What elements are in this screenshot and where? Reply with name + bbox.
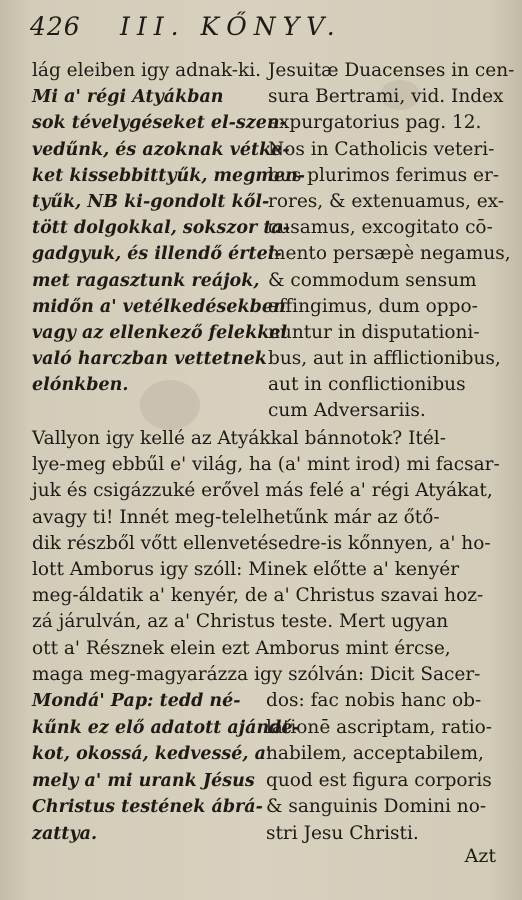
text-line: aut in conflictionibus [268,374,466,396]
text-line: Christus testének ábrá- [32,797,263,818]
page-number: 426 [30,12,81,41]
full-width-paragraph [32,426,500,688]
text-line: cum Adversariis. [268,400,426,422]
text-line: nuntur in disputationi- [268,321,480,343]
text-line: tyűk, NB ki-gondolt kől- [32,191,270,212]
text-line: lye-meg ebbűl e' világ, ha (a' mint irod) mi facsar- [32,454,500,476]
text-line: vagy az ellenkező felekkel [32,322,288,343]
catchword: Azt [464,845,496,867]
text-line: cusamus, excogitato cō- [268,217,493,239]
text-line: dos: fac nobis hanc ob- [266,690,482,711]
text-line: mely a' mi urank Jésus [32,770,255,791]
left-column-hungarian [32,58,306,398]
text-line: lág eleiben igy adnak-ki. [32,60,262,81]
text-line: bus plurimos ferimus er- [268,164,500,186]
text-line: met ragasztunk reájok, [32,270,260,291]
text-line: dik részből vőtt ellenvetésedre-is kőnnyen, a' ho- [32,532,491,554]
text-line: quod est figura corporis [266,769,492,791]
text-line: maga meg-magyarázza igy szólván: Dicit Sacer- [32,663,481,685]
bottom-left-column-hungarian [32,688,300,848]
text-line: Mondá' Pap: tedd né- [32,691,241,711]
text-line: zá járulván, az a' Christus teste. Mert ugyan [32,611,449,633]
text-line: rores, & extenuamus, ex- [268,190,505,212]
text-line: vedűnk, és azoknak vétke- [32,139,290,160]
text-line: zattya. [32,823,98,844]
text-line: & commodum sensum [268,269,477,291]
bottom-right-column-latin [266,688,498,848]
text-line: lott Amborus igy szóll: Minek előtte a' kenyér [32,558,460,580]
text-line: ott a' Résznek elein ezt Amborus mint ércse, [32,637,451,659]
text-line: & sanguinis Domini no- [266,796,487,818]
text-line: lationē ascriptam, ratio- [266,716,493,738]
text-line: juk és csigázzuké erővel más felé a' régi Atyákat, [32,480,493,502]
text-line: gadgyuk, és illendő értel- [32,244,282,265]
right-column-latin [268,58,515,425]
text-line: kűnk ez elő adatott ajándé- [32,717,300,738]
text-line: expurgatorius pag. 12. [268,112,482,134]
text-line: nabilem, acceptabilem, [266,743,484,765]
text-line: affingimus, dum oppo- [268,295,478,317]
text-line: mento persæpè negamus, [268,243,511,265]
text-line: ket kissebbittyűk, megmen- [32,165,306,186]
text-line: Nos in Catholicis veteri- [268,138,495,160]
text-line: meg-áldatik a' kenyér, de a' Christus szavai hoz- [32,585,484,607]
text-line: avagy ti! Innét meg-telelhetűnk már az őtő- [32,506,440,528]
text-line: sura Bertrami, vid. Index [268,86,504,108]
text-line: Mi a' régi Atyákban [32,87,224,108]
text-line: Vallyon igy kellé az Atyákkal bánnotok? Itél- [32,428,446,449]
text-line: stri Jesu Christi. [266,822,419,844]
running-title: III. KŐNYV. [120,12,342,41]
text-line: tött dolgokkal, sokszor ta- [32,218,291,239]
text-line: kot, okossá, kedvessé, a' [32,744,272,765]
text-line: elónkben. [32,375,129,396]
text-line: sok tévelygéseket el-szen- [32,113,287,134]
text-line: Jesuitæ Duacenses in cen- [268,60,515,81]
page-header [30,12,490,48]
text-line: bus, aut in afflictionibus, [268,348,501,370]
text-line: való harczban vettetnek [32,349,267,370]
text-line: midőn a' vetélkedésekben [32,296,286,317]
